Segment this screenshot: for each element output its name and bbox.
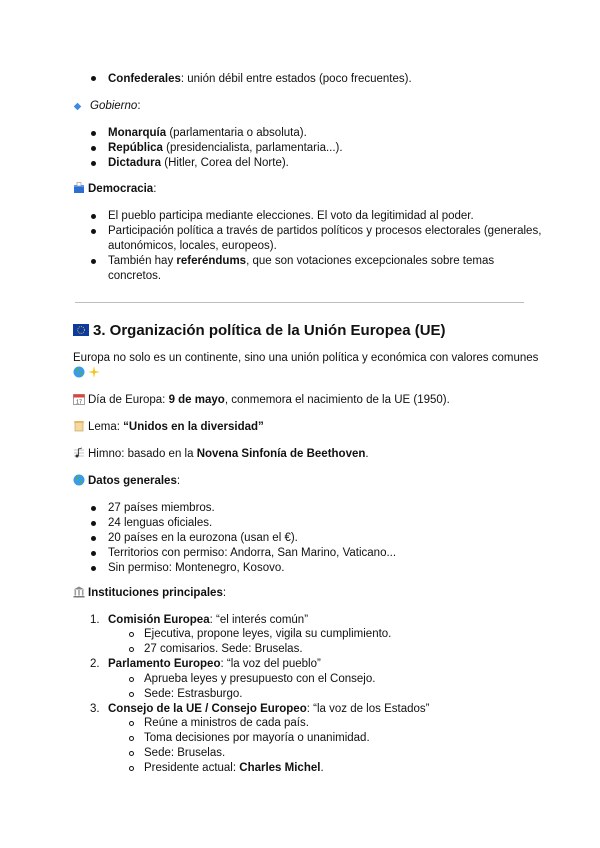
- calendar-icon: [73, 393, 85, 405]
- small-blue-diamond-icon: [73, 102, 82, 111]
- list-item-continuation: autonómicos, locales, europeos).: [108, 240, 277, 252]
- sub-bullet: [129, 632, 134, 637]
- sub-item: Ejecutiva, propone leyes, vigila su cumplimiento.: [144, 628, 392, 640]
- list-item: También hay referéndums, que son votaciones excepcionales sobre temas: [108, 255, 495, 267]
- bullet: [91, 506, 96, 511]
- list-item: El pueblo participa mediante elecciones. El voto da legitimidad al poder.: [108, 210, 474, 222]
- sub-bullet: [129, 647, 134, 652]
- bullet: [91, 566, 96, 571]
- bullet: [91, 229, 96, 234]
- bullet: [91, 146, 96, 151]
- svg-text:17: 17: [75, 399, 83, 405]
- list-item: Dictadura (Hitler, Corea del Norte).: [108, 157, 289, 169]
- institution-item: Comisión Europea: “el interés común”: [108, 614, 309, 626]
- sub-bullet: [129, 692, 134, 697]
- list-item: 24 lenguas oficiales.: [108, 517, 213, 529]
- list-item: Monarquía (parlamentaria o absoluta).: [108, 127, 307, 139]
- bullet: [91, 161, 96, 166]
- datos-label: Datos generales:: [73, 474, 180, 488]
- intro-emojis: [73, 366, 103, 380]
- himno: Himno: basado en la Novena Sinfonía de Beethoven.: [73, 447, 369, 461]
- classical-building-icon: [73, 586, 85, 598]
- scroll-icon: [73, 420, 85, 432]
- globe-icon: [73, 366, 85, 378]
- list-number: 2.: [90, 658, 100, 670]
- list-item: Territorios con permiso: Andorra, San Marino, Vaticano...: [108, 547, 397, 559]
- sub-bullet: [129, 751, 134, 756]
- list-item: Participación política a través de partidos políticos y procesos electorales (generales,: [108, 225, 542, 237]
- institution-item: Consejo de la UE / Consejo Europeo: “la voz de los Estados”: [108, 703, 430, 715]
- bullet: [91, 536, 96, 541]
- sub-item: Aprueba leyes y presupuesto con el Consejo.: [144, 673, 376, 685]
- bullet: [91, 551, 96, 556]
- sub-item: 27 comisarios. Sede: Bruselas.: [144, 643, 303, 655]
- bullet: [91, 259, 96, 264]
- music-score-icon: [73, 447, 85, 459]
- ballot-box-icon: [73, 182, 85, 194]
- lema: Lema: “Unidos en la diversidad”: [73, 420, 264, 434]
- intro-text: Europa no solo es un continente, sino una unión política y económica con valores comunes: [73, 352, 539, 364]
- list-number: 1.: [90, 614, 100, 626]
- bullet: [91, 521, 96, 526]
- sub-item: Toma decisiones por mayoría o unanimidad.: [144, 732, 370, 744]
- list-item: Sin permiso: Montenegro, Kosovo.: [108, 562, 285, 574]
- bullet: [91, 76, 96, 81]
- democracia-label: Democracia:: [73, 182, 156, 196]
- sparkles-icon: [88, 366, 100, 378]
- horizontal-divider: [75, 302, 524, 303]
- sub-bullet: [129, 766, 134, 771]
- list-item-continuation: concretos.: [108, 270, 162, 282]
- instituciones-label: Instituciones principales:: [73, 586, 226, 600]
- sub-item: Presidente actual: Charles Michel.: [144, 762, 324, 774]
- sub-bullet: [129, 736, 134, 741]
- eu-flag-icon: [73, 324, 89, 336]
- sub-item: Reúne a ministros de cada país.: [144, 717, 309, 729]
- dia-europa: 17 Día de Europa: 9 de mayo, conmemora el nacimiento de la UE (1950).: [73, 393, 450, 407]
- list-number: 3.: [90, 703, 100, 715]
- sub-item: Sede: Bruselas.: [144, 747, 226, 759]
- list-item: Confederales: unión débil entre estados (poco frecuentes).: [108, 73, 412, 85]
- list-item: República (presidencialista, parlamentaria...).: [108, 142, 343, 154]
- list-item: 27 países miembros.: [108, 502, 215, 514]
- sub-bullet: [129, 721, 134, 726]
- globe-icon: [73, 474, 85, 486]
- list-item: 20 países en la eurozona (usan el €).: [108, 532, 298, 544]
- sub-item: Sede: Estrasburgo.: [144, 688, 243, 700]
- sub-bullet: [129, 677, 134, 682]
- gobierno-label: Gobierno:: [73, 99, 141, 113]
- bullet: [91, 131, 96, 136]
- section-heading: 3. Organización política de la Unión Europea (UE): [73, 322, 446, 340]
- institution-item: Parlamento Europeo: “la voz del pueblo”: [108, 658, 321, 670]
- bullet: [91, 214, 96, 219]
